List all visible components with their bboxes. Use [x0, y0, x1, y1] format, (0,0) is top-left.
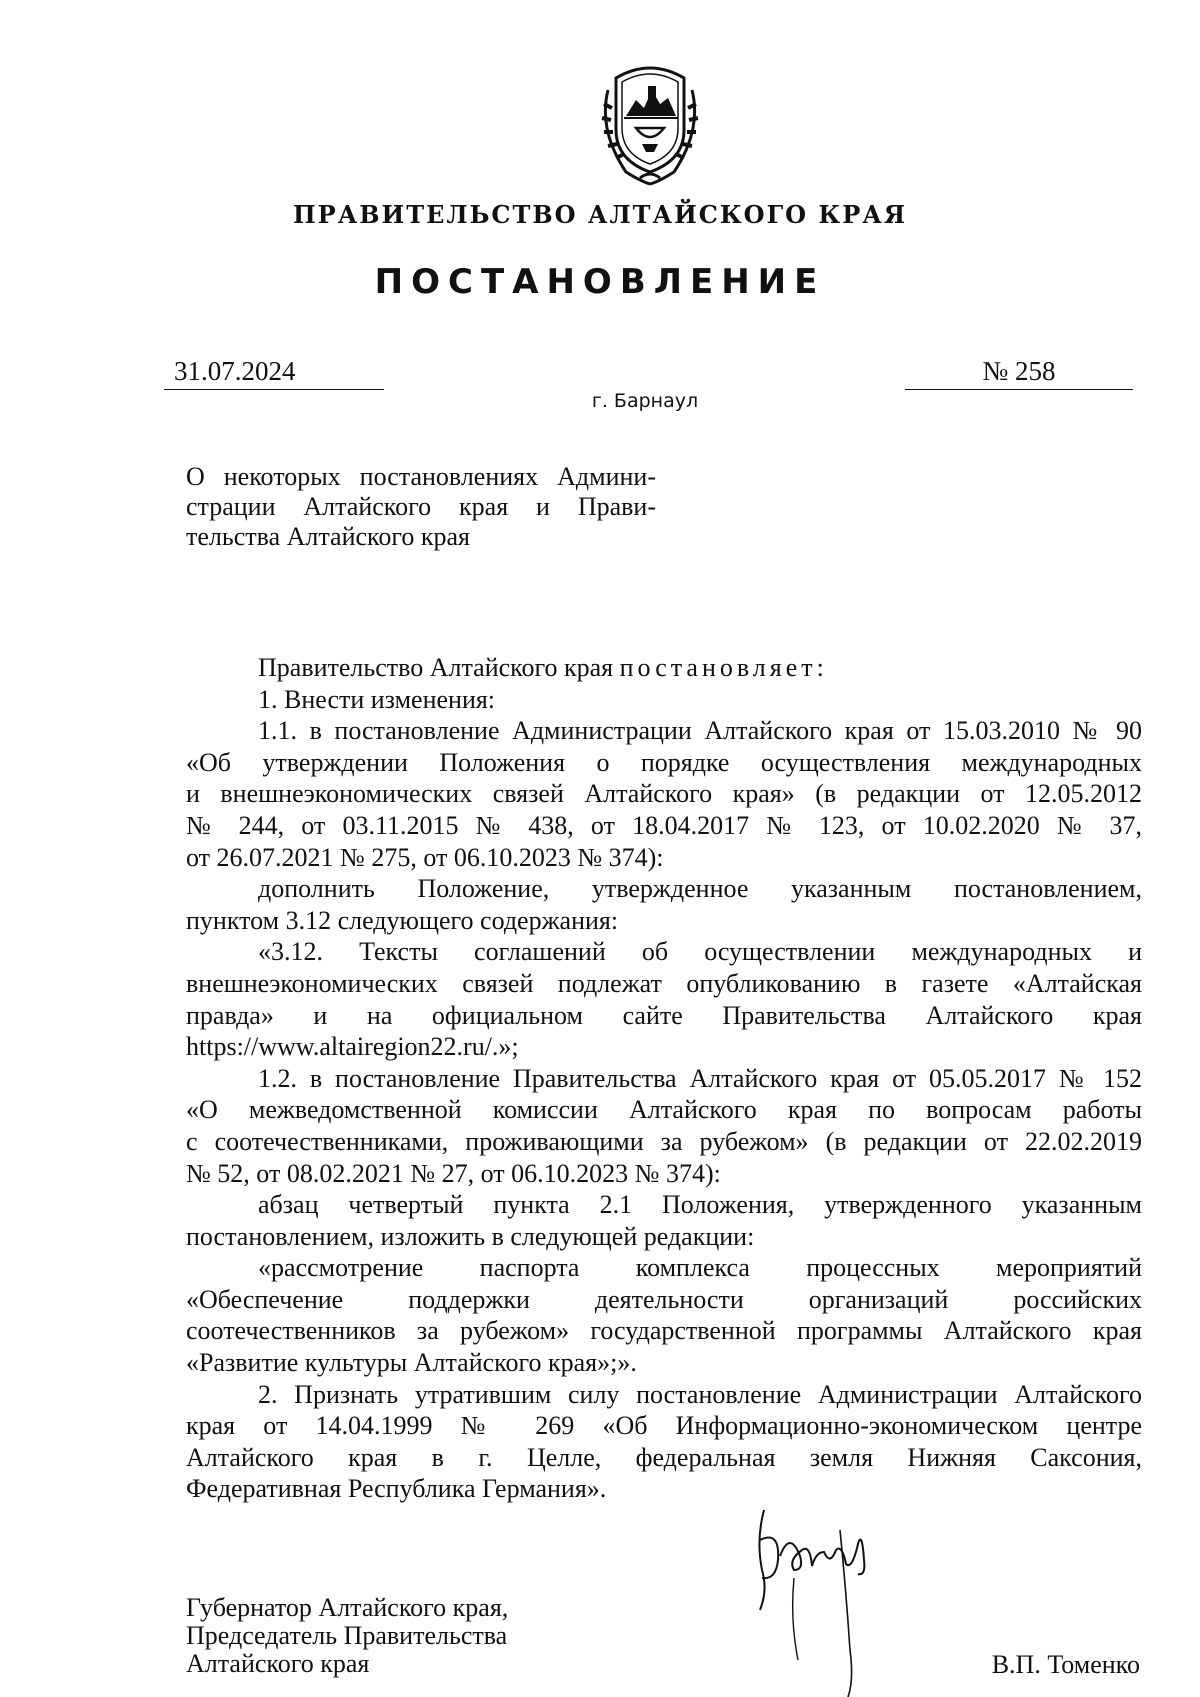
item-1-2-text-line: «рассмотрение паспорта комплекса процессных мероприятий — [258, 1253, 1142, 1283]
item-1-1-line: и внешнеэкономических связей Алтайского края» (в редакции от 12.05.2012 — [186, 779, 1142, 809]
item-1-1-line: 1.1. в постановление Администрации Алтайского края от 15.03.2010 № 90 — [258, 716, 1142, 746]
item-1-1-line: «Об утверждении Положения о порядке осуществления международных — [186, 747, 1142, 777]
item-2-line: края от 14.04.1999 № 269 «Об Информационно-экономическом центре — [186, 1411, 1142, 1441]
subject-line: страции Алтайского края и Прави- — [186, 492, 656, 521]
document-number: № 258 — [905, 356, 1133, 390]
item-1-2-text-line: «Развитие культуры Алтайского края»;». — [186, 1348, 637, 1378]
position-line: Губернатор Алтайского края, — [186, 1593, 509, 1622]
item-2-line: 2. Признать утратившим силу постановление Администрации Алтайского — [258, 1379, 1142, 1409]
item-1-2-line: 1.2. в постановление Правительства Алтайского края от 05.05.2017 № 152 — [258, 1063, 1142, 1093]
subject-line: тельства Алтайского края — [186, 522, 470, 551]
item-1-1-text-line: правда» и на официальном сайте Правительства Алтайского края — [186, 1000, 1142, 1030]
organization-name: ПРАВИТЕЛЬСТВО АЛТАЙСКОГО КРАЯ — [292, 200, 908, 229]
item-1: 1. Внести изменения: — [258, 684, 496, 714]
handwritten-signature — [750, 1500, 900, 1697]
item-1-1-line: от 26.07.2021 № 275, от 06.10.2023 № 374): — [186, 842, 664, 872]
item-1-2-action-line: абзац четвертый пункта 2.1 Положения, утвержденного указанным — [258, 1190, 1142, 1220]
document-body — [186, 652, 1142, 1505]
item-1-2-line: с соотечественниками, проживающими за рубежом» (в редакции от 22.02.2019 — [186, 1126, 1142, 1156]
item-1-1-text-line: «3.12. Тексты соглашений об осуществлении международных и — [258, 937, 1142, 967]
document-type: ПОСТАНОВЛЕНИЕ — [374, 262, 826, 302]
intro-paragraph — [186, 652, 1142, 684]
document-subject — [186, 462, 656, 552]
item-1-2-text-line: соотечественников за рубежом» государственной программы Алтайского края — [186, 1316, 1142, 1346]
item-1-1-action-line: дополнить Положение, утвержденное указанным постановлением, — [258, 874, 1142, 904]
item-1-2-text-line: «Обеспечение поддержки деятельности организаций российских — [186, 1284, 1142, 1314]
coat-of-arms-emblem — [596, 60, 704, 188]
document-date: 31.07.2024 — [164, 356, 384, 390]
item-1-1-action-line: пунктом 3.12 следующего содержания: — [186, 905, 619, 935]
signatory-position — [186, 1594, 586, 1678]
item-2-line: Федеративная Республика Германия». — [186, 1474, 607, 1504]
signatory-name: В.П. Томенко — [991, 1650, 1140, 1679]
intro-prefix: Правительство Алтайского края — [258, 653, 620, 682]
intro-suffix: : — [816, 653, 824, 682]
item-1-1-line: № 244, от 03.11.2015 № 438, от 18.04.2017 № 123, от 10.02.2020 № 37, — [186, 810, 1142, 840]
item-2-line: Алтайского края в г. Целле, федеральная земля Нижняя Саксония, — [186, 1442, 1142, 1472]
item-1-1-text-line: https://www.altairegion22.ru/.»; — [186, 1032, 519, 1062]
subject-line: О некоторых постановлениях Админи- — [186, 462, 656, 491]
item-1-1-text-line: внешнеэкономических связей подлежат опубликованию в газете «Алтайская — [186, 968, 1142, 998]
position-line: Председатель Правительства — [186, 1621, 508, 1650]
item-1-2-action-line: постановлением, изложить в следующей редакции: — [186, 1221, 755, 1251]
item-1-2-line: № 52, от 08.02.2021 № 27, от 06.10.2023 № 374): — [186, 1158, 721, 1188]
document-city: г. Барнаул — [591, 390, 699, 412]
intro-spaced-word: постановляет — [619, 653, 817, 682]
item-1-2-line: «О межведомственной комиссии Алтайского края по вопросам работы — [186, 1095, 1142, 1125]
position-line: Алтайского края — [186, 1649, 370, 1678]
